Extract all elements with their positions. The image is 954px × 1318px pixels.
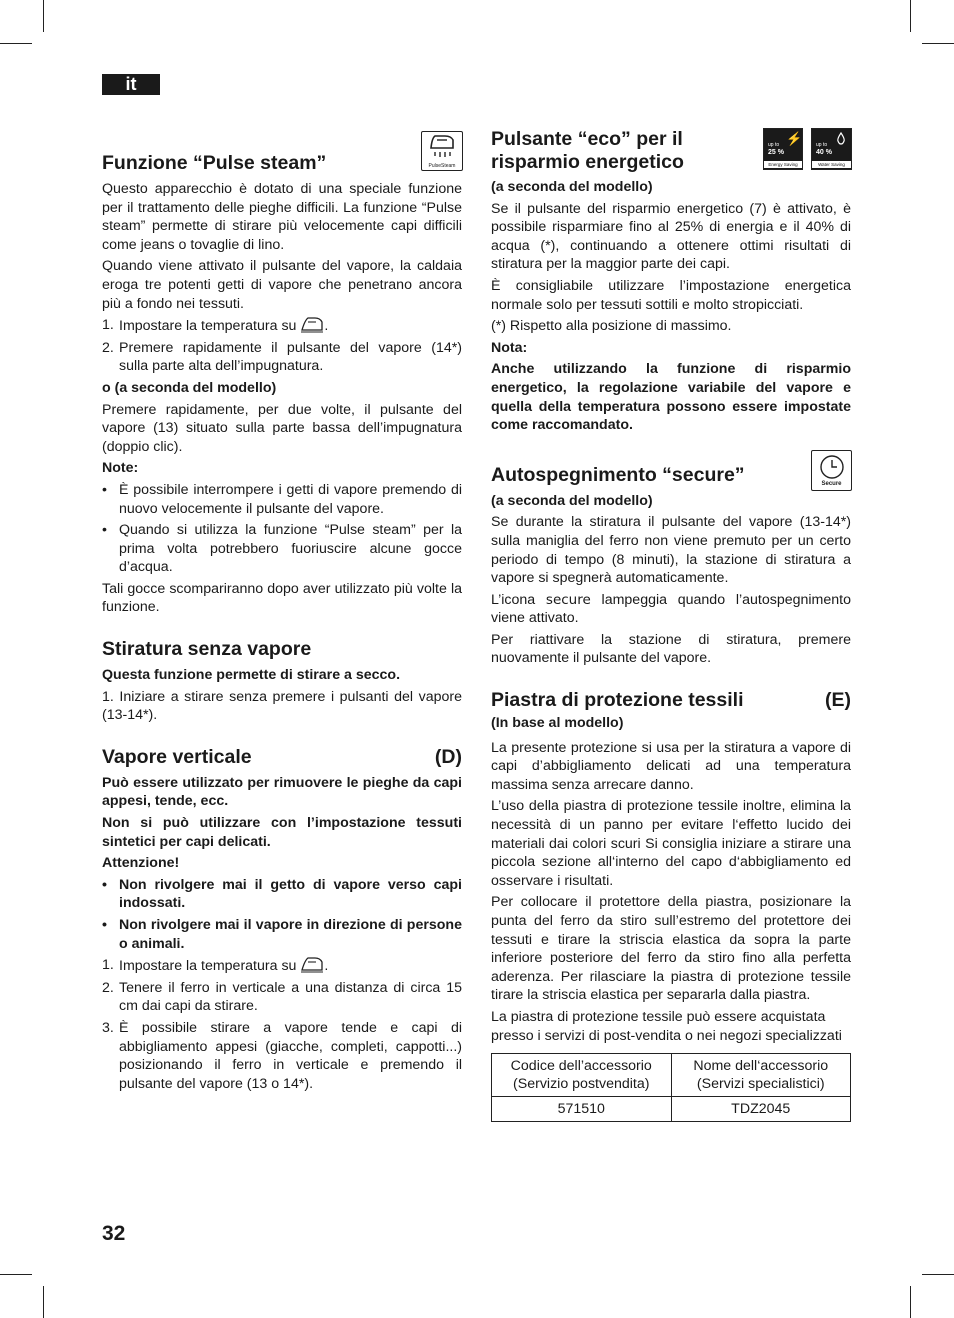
energy-saving-pct: 25 %: [768, 149, 784, 156]
pulse-steam-drops: Tali gocce scompariranno dopo aver utilizzato più volte la funzione.: [102, 580, 462, 616]
pulse-steam-intro: Questo apparecchio è dotato di una speciale funzione per il trattamento delle pieghe difficili. La funzione “Pulse steam” permette di stirare più velocemente capi difficili come jeans o tovaglie di lino.: [102, 181, 462, 253]
secure-blink: L’icona secure lampeggia quando l’autospegnimento viene attivato.: [491, 591, 851, 627]
secure-icon-label: Secure: [821, 481, 842, 487]
vertical-steam-heading: Vapore verticale (D): [102, 745, 462, 768]
water-saving-pct: 40 %: [816, 149, 832, 156]
vertical-steam-use: Può essere utilizzato per rimuovere le pieghe da capi appesi, tende, ecc.: [102, 774, 462, 810]
energy-saving-icon: ⚡ up to 25 % Energy Saving: [763, 128, 803, 170]
list-item: 3. È possibile stirare a vapore tende e capi di abbigliamento appesi (giacche, completi, cappotti...) posizionando il ferro in verticale e premendo il pulsante del vapore (13 o 14*).: [102, 1019, 462, 1092]
list-item: 2. Tenere il ferro in verticale a una distanza di circa 15 cm dai capi da stirare.: [102, 979, 462, 1015]
crop-mark: [0, 43, 32, 44]
table-header-code: Codice dell’accessorio (Servizio postvendita): [492, 1054, 672, 1097]
dry-ironing-heading: Stiratura senza vapore: [102, 638, 312, 661]
list-item: 1. Impostare la temperatura su .: [102, 317, 329, 335]
water-saving-top: up to: [816, 142, 828, 148]
crop-mark: [43, 1286, 44, 1318]
crop-mark: [922, 43, 954, 44]
secure-reactivate: Per riattivare la stazione di stiratura, premere nuovamente il pulsante del vapore.: [491, 631, 851, 667]
list-item: • È possibile interrompere i getti di vapore premendo di nuovo velocemente il pulsante del vapore.: [102, 481, 462, 517]
crop-mark: [922, 1274, 954, 1275]
energy-saving-top: up to: [768, 142, 780, 148]
list-item: • Quando si utilizza la funzione “Pulse steam” per la prima volta potrebbero fuoriuscire alcune gocce d’acqua.: [102, 522, 462, 576]
notes-label: Note:: [102, 460, 139, 477]
eco-savings: Se il pulsante del risparmio energetico (7) è attivato, è possibile risparmiare fino al 25% di energia e il 40% di acqua (*), continuando a ottenere ottimi risultati di stiratura per la maggior parte dei capi.: [491, 200, 851, 273]
textile-plate-fitting: Per collocare il protettore della piastra, posizionare la punta del ferro da stiro sull’estremo del protettore dei tessuti e tirare la striscia elastica da sopra la parte inferiore posteriore del ferro da stiro fino alla perfetta aderenza. Per rilasciare la piastra di protezione tessile tirare la striscia elastica per separarla dalla piastra.: [491, 894, 851, 1004]
list-item: 2. Premere rapidamente il pulsante del vapore (14*) sulla parte alta dell’impugnatura.: [102, 339, 462, 375]
eco-footnote: (*) Rispetto alla posizione di massimo.: [491, 318, 732, 335]
list-item: 1. Impostare la temperatura su .: [102, 957, 329, 975]
page-number: 32: [102, 1222, 126, 1245]
textile-plate-model: (In base al modello): [491, 715, 624, 732]
secure-heading: Autospegnimento “secure”: [491, 463, 745, 486]
eco-recommendation: È consigliabile utilizzare l’impostazione energetica normale solo per tessuti sottili e molto stropicciati.: [491, 277, 851, 313]
textile-plate-heading: Piastra di protezione tessili (E): [491, 689, 851, 712]
accessory-table: [491, 1053, 851, 1122]
secure-word: secure: [545, 591, 591, 608]
textile-plate-purchase: La piastra di protezione tessile può essere acquistata presso i servizi di post-vendita o nei negozi specializzati: [491, 1008, 842, 1044]
language-tab: it: [102, 74, 160, 95]
temperature-setting-icon: [300, 316, 324, 333]
eco-note-label: Nota:: [491, 339, 528, 356]
list-item: • Non rivolgere mai il vapore in direzione di persone o animali.: [102, 917, 462, 952]
table-header-name: Nome dell‘accessorio (Servizi specialistici): [671, 1054, 851, 1097]
energy-saving-caption: Energy Saving: [764, 161, 802, 168]
pulse-steam-label: PulseSteam: [428, 163, 456, 169]
pulse-steam-boiler: Quando viene attivato il pulsante del vapore, la caldaia eroga tre potenti getti di vapore che penetrano ancora più a fondo nei tessuti.: [102, 258, 462, 312]
water-saving-caption: Water Saving: [812, 161, 851, 168]
dry-ironing-step: 1. Iniziare a stirare senza premere i pulsanti del vapore (13-14*).: [102, 688, 462, 724]
table-cell-name: TDZ2045: [671, 1097, 851, 1122]
textile-plate-benefit: L’uso della piastra di protezione tessile inoltre, elimina la necessità di un panno per evitare l‘effetto lucido dei materiali dai colori scuri Si consiglia iniziare a stirare una piccola sezione all‘interno del capo d‘abbigliamento ed osservare i risultati.: [491, 798, 851, 889]
warning-label: Attenzione!: [102, 855, 180, 872]
pulse-steam-heading: Funzione “Pulse steam”: [102, 152, 327, 174]
pulse-steam-double-click: Premere rapidamente, per due volte, il pulsante del vapore (13) situato sulla parte bassa dell’impugnatura (doppio clic).: [102, 401, 462, 455]
warnings-list: [102, 876, 462, 953]
or-model-label: o (a seconda del modello): [102, 379, 277, 396]
temperature-setting-icon: [300, 956, 324, 973]
dry-ironing-subtitle: Questa funzione permette di stirare a secco.: [102, 667, 401, 684]
left-column: [102, 152, 462, 1096]
secure-model-label: (a seconda del modello): [491, 492, 653, 509]
table-cell-code: 571510: [492, 1097, 672, 1122]
eco-model-label: (a seconda del modello): [491, 179, 653, 195]
textile-plate-purpose: La presente protezione si usa per la stiratura a vapore di capi d’abbigliamento delicati ad una temperatura massima senza arrecare danno.: [491, 739, 851, 793]
eco-note: Anche utilizzando la funzione di risparmio energetico, la regolazione variabile del vapore e quella della temperatura possono essere impostate come raccomandato.: [491, 361, 851, 434]
crop-mark: [910, 0, 911, 32]
crop-mark: [43, 0, 44, 32]
list-item: • Non rivolgere mai il getto di vapore verso capi indossati.: [102, 876, 462, 912]
vertical-steam-steps: [102, 956, 462, 1093]
right-column: [491, 128, 851, 1122]
eco-heading: Pulsante “eco” per il risparmio energetico: [491, 128, 684, 173]
pulse-steam-steps: [102, 316, 462, 376]
notes-list: [102, 481, 462, 577]
crop-mark: [0, 1274, 32, 1275]
vertical-steam-restriction: Non si può utilizzare con l’impostazione tessuti sintetici per capi delicati.: [102, 815, 462, 850]
secure-auto-off: Se durante la stiratura il pulsante del vapore (13-14*) sulla maniglia del ferro non viene premuto per un certo periodo di tempo (8 minuti), la stazione di stiratura a vapore si spegnerà automaticamente.: [491, 514, 851, 587]
crop-mark: [910, 1286, 911, 1318]
